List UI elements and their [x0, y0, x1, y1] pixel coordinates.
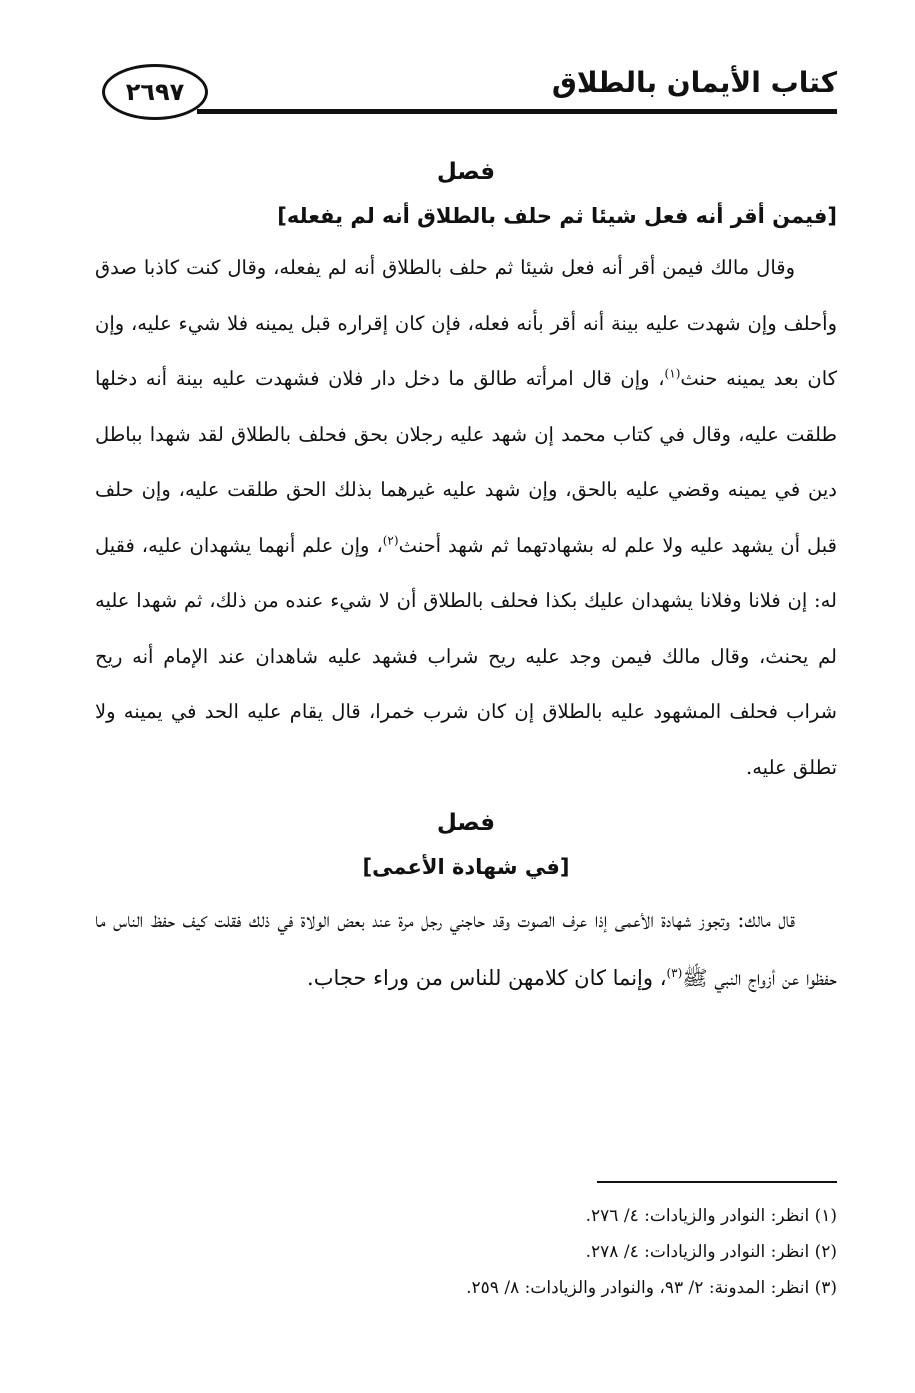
footnote-separator	[597, 1181, 837, 1183]
header-rule	[197, 109, 837, 114]
footnote-ref: (٣)	[666, 966, 683, 980]
section-paragraph	[95, 240, 837, 795]
page-number: ٢٦٩٧	[102, 64, 208, 120]
section-subheading: [فيمن أقر أنه فعل شيئا ثم حلف بالطلاق أنه لم يفعله]	[277, 204, 837, 228]
section-subheading: [في شهادة الأعمى]	[362, 855, 570, 879]
paragraph-text: قال مالك: وتجوز شهادة الأعمى إذا عرف الصوت وقد حاجني رجل مرة عند بعض الولاة في ذلك فقلت كيف حفظ الناس ما حفظوا عن أزواج النبي ﷺ	[95, 908, 837, 990]
footnote: (٢) انظر: النوادر والزيادات: ٤/ ٢٧٨.	[585, 1242, 837, 1262]
footnote-ref: (٢)	[382, 533, 399, 547]
section-paragraph	[95, 891, 837, 1007]
page-header	[92, 54, 837, 124]
section-heading: فصل	[436, 159, 496, 185]
footnote-ref: (١)	[664, 366, 681, 381]
paragraph-text: ، وإنما كان كلامهن للناس من وراء حجاب.	[307, 966, 667, 990]
footnotes	[137, 1198, 837, 1306]
book-title: كتاب الأيمان بالطلاق	[551, 66, 837, 99]
paragraph-text: ، وإن قال امرأته طالق ما دخل دار فلان فشهدت عليه بينة أنه دخلها طلقت عليه، وقال في كتاب محمد إن شهد عليه رجلان بحق فحلف بالطلاق لقد شهدا بباطل دين في يمينه وقضي عليه بالحق، وإن شهد عليه غيرهما بذلك الحق طلقت عليه، وإن حلف قبل أن يشهد عليه ولا علم له بشهادتهما ثم شهد أحنث	[95, 367, 837, 557]
section-heading: فصل	[436, 810, 496, 836]
footnote: (٣) انظر: المدونة: ٢/ ٩٣، والنوادر والزيادات: ٨/ ٢٥٩.	[466, 1278, 837, 1298]
paragraph-text: ، وإن علم أنهما يشهدان عليه، فقيل له: إن فلانا وفلانا يشهدان عليك بكذا فحلف بالطلاق أن لا شيء عنده من ذلك، ثم شهدا عليه لم يحنث، وقال مالك فيمن وجد عليه ريح شراب فشهد عليه شاهدان عند الإمام أنه ريح شراب فحلف المشهود عليه بالطلاق إن كان شرب خمرا، قال يقام عليه الحد في يمينه ولا تطلق عليه.	[95, 533, 837, 779]
page-body	[95, 150, 837, 1007]
paragraph-text: وقال مالك فيمن أقر أنه فعل شيئا ثم حلف بالطلاق أنه لم يفعله، وقال كنت كاذبا صدق وأحلف وإن شهدت عليه بينة أنه أقر بأنه فعله، فإن كان إقراره قبل يمينه فلا شيء عليه، وإن كان بعد يمينه حنث	[95, 256, 837, 390]
footnote: (١) انظر: النوادر والزيادات: ٤/ ٢٧٦.	[585, 1206, 837, 1226]
